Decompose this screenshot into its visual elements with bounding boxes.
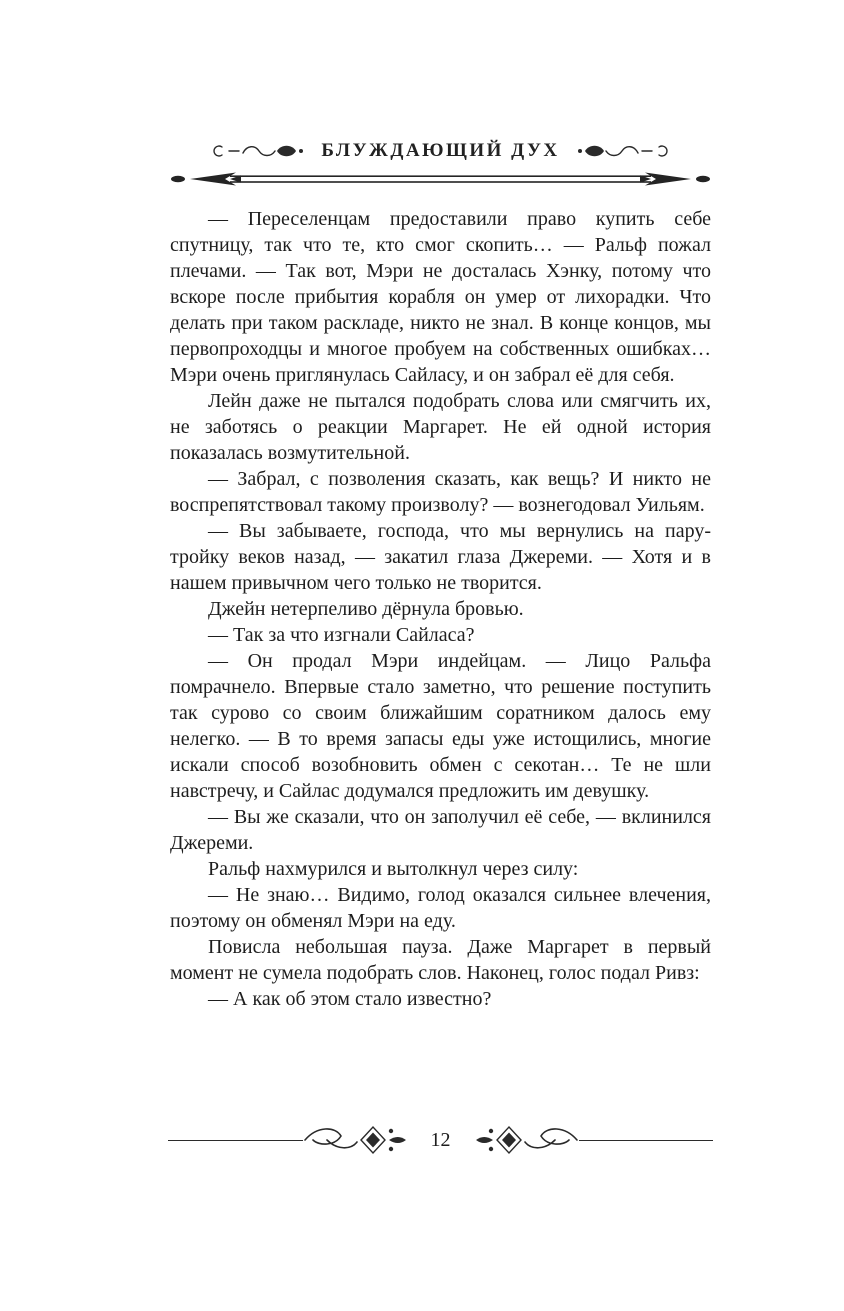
page-number: 12: [430, 1128, 451, 1151]
footer-ornament-right-icon: [475, 1120, 579, 1160]
running-title: БЛУЖДАЮЩИЙ ДУХ: [321, 140, 560, 161]
paragraph: Повисла небольшая пауза. Даже Маргарет в первый момент не сумела подобрать слов. Наконец, голос подал Ривз:: [170, 936, 711, 984]
page-header: [170, 140, 711, 189]
body-text: [170, 206, 711, 1012]
footer-ornament-left-icon: [303, 1120, 407, 1160]
page-footer: [168, 1120, 713, 1160]
paragraph: — Не знаю… Видимо, голод оказался сильнее влечения, поэтому он обменял Мэри на еду.: [170, 884, 711, 932]
footer-rule-left: [168, 1140, 303, 1141]
paragraph: — А как об этом стало известно?: [208, 988, 492, 1010]
paragraph: Ральф нахмурился и вытолкнул через силу:: [208, 858, 579, 880]
paragraph: — Забрал, с позволения сказать, как вещь? И никто не воспрепятствовал такому произволу? — вознегодовал Уильям.: [170, 468, 711, 516]
header-divider-icon: [170, 169, 711, 189]
header-row: [170, 140, 711, 162]
paragraph: Лейн даже не пытался подобрать слова или смягчить их, не заботясь о реакции Маргарет. Не ей одной история показалась возмутительной.: [170, 390, 711, 464]
header-flourish-right-icon: [576, 142, 668, 160]
header-flourish-left-icon: [213, 142, 305, 160]
paragraph: — Он продал Мэри индейцам. — Лицо Ральфа помрачнело. Впервые стало заметно, что решение поступить так сурово со своим ближайшим соратником далось ему нелегко. — В то время запасы еды уже истощились, многие искали способ возобновить обмен с секотан… Те не шли навстречу, и Сайлас додумался предложить им девушку.: [170, 650, 711, 802]
paragraph: Джейн нетерпеливо дёрнула бровью.: [208, 598, 524, 620]
paragraph: — Переселенцам предоставили право купить себе спутницу, так что те, кто смог скопить… — Ральф пожал плечами. — Так вот, Мэри не досталась Хэнку, потому что вскоре после прибытия корабля он умер от лихорадки. Что делать при таком раскладе, никто не знал. В конце концов, мы первопроходцы и многое пробуем на собственных ошибках… Мэри очень приглянулась Сайласу, и он забрал её для себя.: [170, 208, 711, 386]
paragraph: — Вы забываете, господа, что мы вернулись на пару-тройку веков назад, — закатил глаза Джереми. — Хотя и в нашем привычном чего только не творится.: [170, 520, 711, 594]
footer-rule-right: [579, 1140, 714, 1141]
paragraph: — Вы же сказали, что он заполучил её себе, — вклинился Джереми.: [170, 806, 711, 854]
paragraph: — Так за что изгнали Сайласа?: [208, 624, 475, 646]
